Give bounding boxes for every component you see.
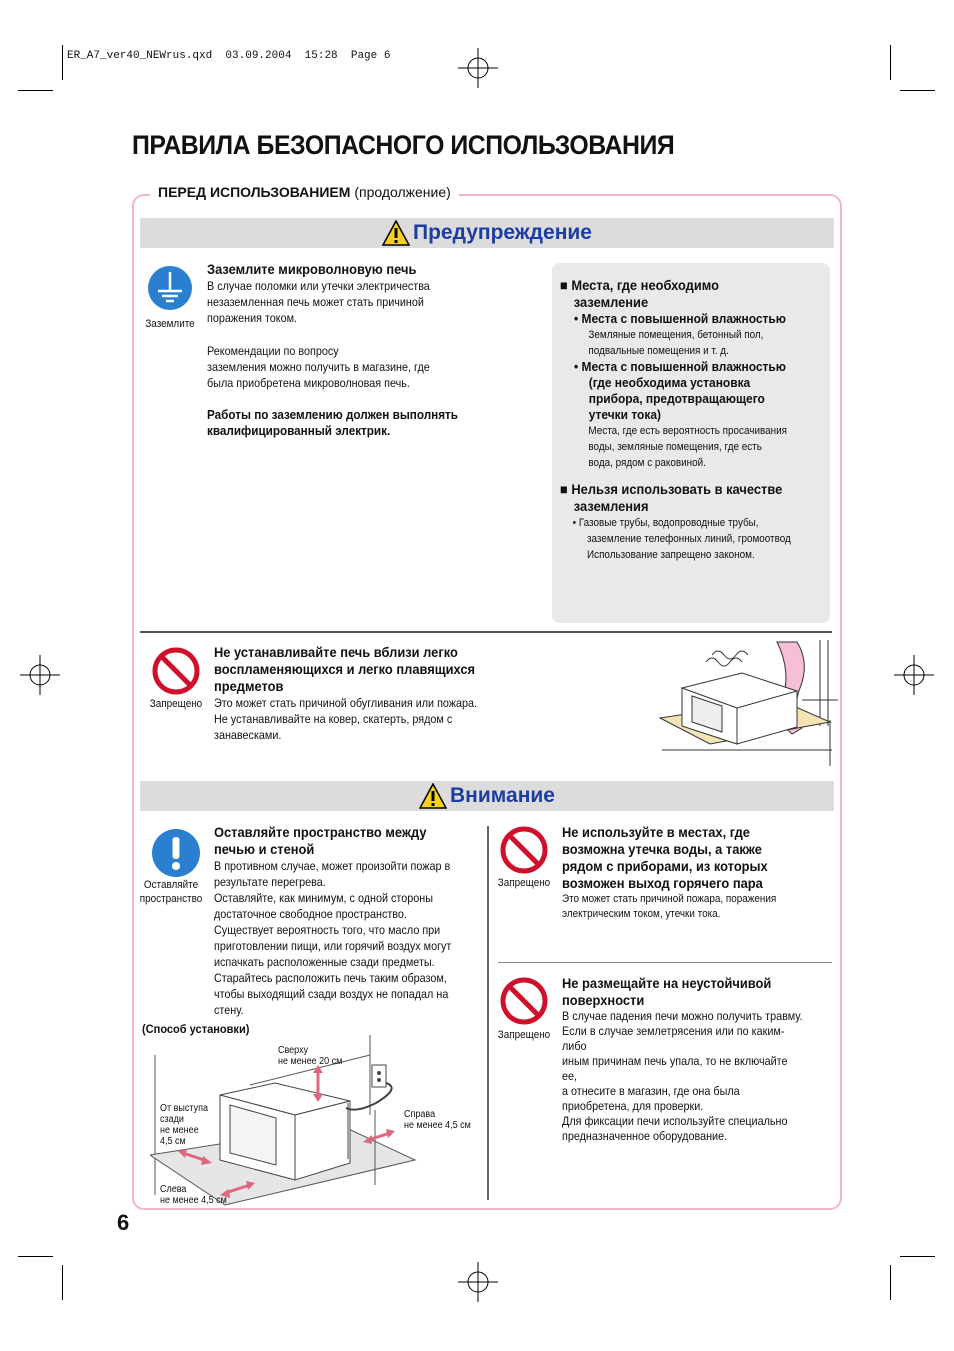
box-heading-1: ■ Места, где необходимо заземление [560,277,719,310]
microwave-near-curtain-illustration [652,640,838,766]
page-number: 6 [117,1210,130,1235]
unstable-text: В случае падения печи можно получить травму. Если в случае землетрясения или по каким-либо иным причинам печь упала, то не включайте ее, а отнесите в магазин, где она была приобретена, для проверки. Для фиксации печи используйте специально предназначенное оборудование. [562,1009,803,1143]
registration-mark-left [20,655,60,695]
install-left-label: Слева не менее 4,5 см [160,1184,227,1206]
prohibited-caption: Запрещено [149,698,203,710]
section-heading: ПЕРЕД ИСПОЛЬЗОВАНИЕМ (продолжение) [150,184,459,200]
ground-block [207,261,527,439]
box-heading-2: ■ Нельзя использовать в качестве заземления [560,481,783,514]
box-bullet-3-text: • Газовые трубы, водопроводные трубы, заземление телефонных линий, громоотвод Использование запрещено законом. [572,517,791,561]
box-bullet-2-heading: • Места с повышенной влажностью (где необходима установка прибора, предотвращающего утечки тока) [574,359,786,422]
warning-bar [140,218,834,248]
exclamation-icon [151,828,201,878]
install-top-label: Сверху не менее 20 см [278,1045,343,1067]
warning-label: Предупреждение [413,221,592,244]
registration-mark-right [894,655,934,695]
box-bullet-2-text: Места, где есть вероятность просачивания воды, земляные помещения, где есть вода, рядом с раковиной. [588,425,787,469]
column-divider [487,826,489,1200]
prohibited-icon [151,646,201,696]
caution-bar [140,781,834,811]
unstable-block [562,975,832,1144]
print-header: ER_A7_ver40_NEWrus.qxd 03.09.2004 15:28 Page 6 [67,50,391,62]
install-back-label: От выступа сзади не менее 4,5 см [160,1103,208,1147]
flammable-heading: Не устанавливайте печь вблизи легко воспламеняющихся и легко плавящихся предметов [214,644,476,694]
registration-mark-bottom [458,1262,498,1302]
install-label: (Способ установки) [142,1022,250,1036]
unstable-icon-caption: Запрещено [497,1029,551,1041]
water-icon-caption: Запрещено [497,877,551,889]
ground-icon [147,265,193,311]
registration-mark-top [458,48,498,88]
space-block [214,824,484,1018]
unstable-heading: Не размещайте на неустойчивой поверхности [562,975,772,1008]
water-heading: Не используйте в местах, где возможна утечка воды, а также рядом с приборами, из которых возможен выход горячего пара [562,824,768,891]
flammable-block [214,644,574,743]
divider [498,962,832,963]
prohibited-icon [499,825,549,875]
box-bullet-1-heading: • Места с повышенной влажностью [574,311,786,326]
water-block [562,824,832,922]
ground-p2: Рекомендации по вопросу заземления можно получить в магазине, где была приобретена микроволновая печь. [207,344,430,390]
install-right-label: Справа не менее 4,5 см [404,1109,471,1131]
ground-p3: Работы по заземлению должен выполнять квалифицированный электрик. [207,407,458,438]
warning-triangle-icon [382,220,410,246]
space-heading: Оставляйте пространство между печью и стеной [214,824,427,857]
space-icon-caption: Оставляйте пространство [139,879,203,905]
flammable-text: Это может стать причиной обугливания или пожара. Не устанавливайте на ковер, скатерть, рядом с занавесками. [214,696,478,742]
ground-p1: В случае поломки или утечки электричества незаземленная печь может стать причиной поражения током. [207,279,430,325]
warning-triangle-icon [419,783,447,809]
ground-heading: Заземлите микроволновую печь [207,261,417,277]
space-text: В противном случае, может произойти пожар в результате перегрева. Оставляйте, как минимум, с одной стороны достаточное свободное пространство. Существует вероятность того, что масло при приготовлении пищи, или горячий воздух могут испачкать расположенные сзади предметы. Старайтесь расположить печь таким образом, чтобы выходящий сзади воздух не попадал на стену. [214,859,452,1017]
grounding-info-content [560,277,828,563]
divider [140,631,832,633]
prohibited-icon [499,976,549,1026]
caution-label: Внимание [450,784,555,807]
water-text: Это может стать причиной пожара, поражения электрическим током, утечки тока. [562,893,777,920]
page-title: ПРАВИЛА БЕЗОПАСНОГО ИСПОЛЬЗОВАНИЯ [132,130,675,160]
ground-icon-caption: Заземлите [145,318,195,330]
box-bullet-1-text: Земляные помещения, бетонный пол, подвальные помещения и т. д. [588,329,764,357]
